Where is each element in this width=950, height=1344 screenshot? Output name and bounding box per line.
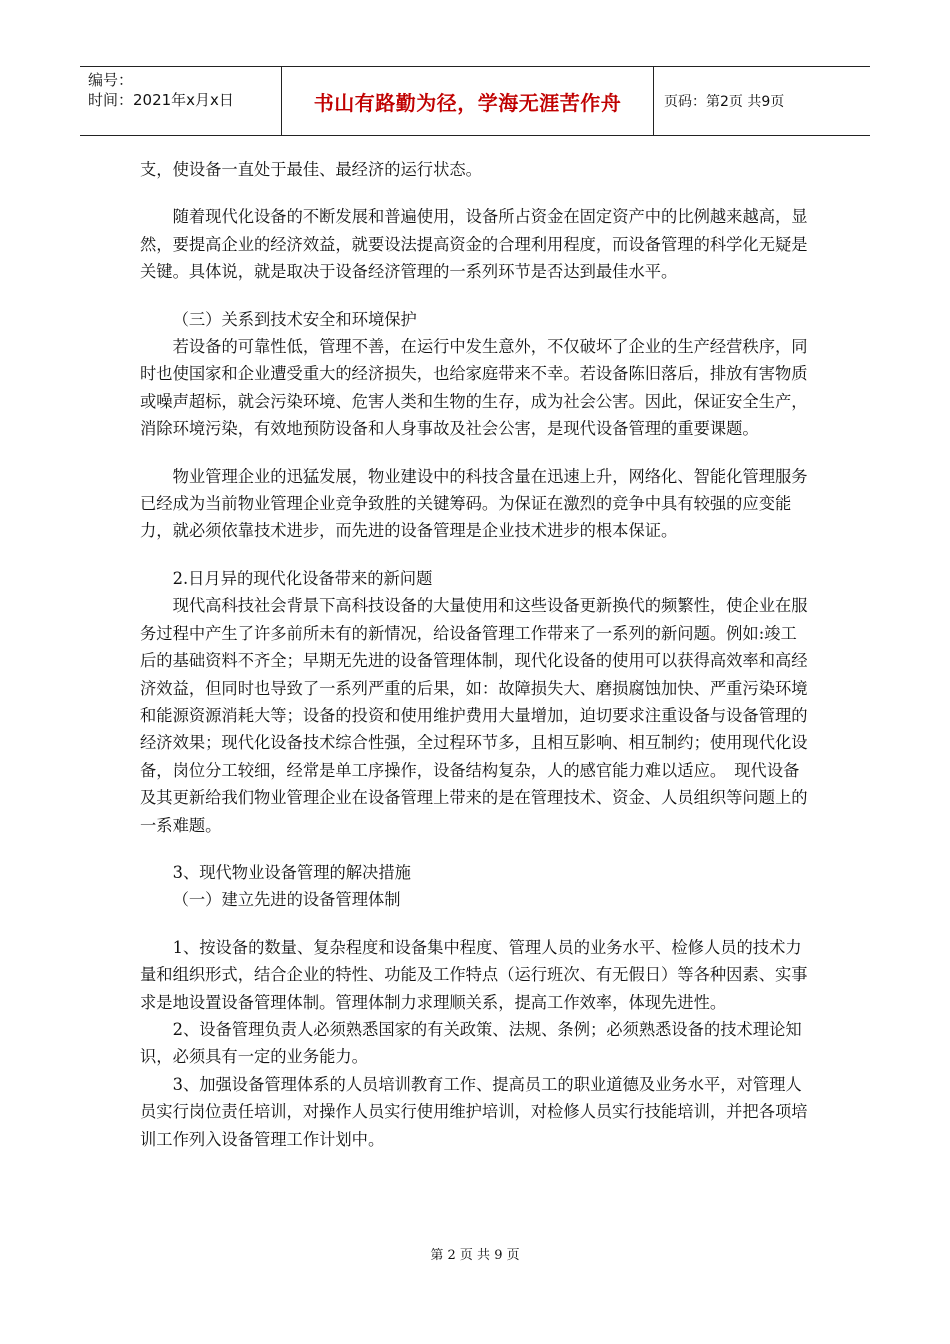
- paragraph: 3、加强设备管理体系的人员培训教育工作、提高员工的职业道德及业务水平，对管理人员实行岗位责任培训，对操作人员实行使用维护培训，对检修人员实行技能培训，并把各项培训工作列入设备管理工作计划中。: [140, 1074, 808, 1149]
- document-time-label: 时间：2021年x月x日: [88, 91, 234, 109]
- paragraph: 支，使设备一直处于最佳、最经济的运行状态。: [140, 160, 482, 179]
- section-heading: 2.日月异的现代化设备带来的新问题: [172, 568, 433, 588]
- paragraph: 1、按设备的数量、复杂程度和设备集中程度、管理人员的业务水平、检修人员的技术力量和组织形式，结合企业的特性、功能及工作特点（运行班次、有无假日）等各种因素、实事求是地设置设备管理体制。管理体制力求理顺关系，提高工作效率，体现先进性。: [140, 937, 808, 1012]
- paragraph: 随着现代化设备的不断发展和普遍使用，设备所占资金在固定资产中的比例越来越高，显然，要提高企业的经济效益，就要设法提高资金的合理利用程度，而设备管理的科学化无疑是关键。具体说，就是取决于设备经济管理的一系列环节是否达到最佳水平。: [140, 207, 808, 282]
- paragraph: 2、设备管理负责人必须熟悉国家的有关政策、法规、条例；必须熟悉设备的技术理论知识，必须具有一定的业务能力。: [140, 1019, 802, 1067]
- header-page-info: 页码：第2页 共9页: [664, 94, 785, 110]
- section-heading: （一）建立先进的设备管理体制: [172, 890, 401, 910]
- paragraph: 物业管理企业的迅猛发展，物业建设中的科技含量在迅速上升，网络化、智能化管理服务已经成为当前物业管理企业竞争致胜的关键筹码。为保证在激烈的竞争中具有较强的应变能力，就必须依靠技术进步，而先进的设备管理是企业技术进步的根本保证。: [140, 466, 808, 541]
- page-footer: 第 2 页 共 9 页: [430, 1248, 520, 1263]
- section-heading: 3、现代物业设备管理的解决措施: [172, 862, 411, 882]
- paragraph: 现代高科技社会背景下高科技设备的大量使用和这些设备更新换代的频繁性，使企业在服务过程中产生了许多前所未有的新情况，给设备管理工作带来了一系列的新问题。例如:竣工后的基础资料不齐全；早期无先进的设备管理体制，现代化设备的使用可以获得高效率和高经济效益，但同时也导致了一系列严重的后果，如：故障损失大、磨损腐蚀加快、严重污染环境和能源资源消耗大等；设备的投资和使用维护费用大量增加，迫切要求注重设备与设备管理的经济效果；现代化设备技术综合性强，全过程环节多，且相互影响、相互制约；使用现代化设备，岗位分工较细，经常是单工序操作，设备结构复杂，人的感官能力难以适应。 现代设备及其更新给我们物业管理企业在设备管理上带来的是在管理技术、资金、人员组织等问题上的一系难题。: [140, 596, 808, 835]
- section-heading: （三）关系到技术安全和环境保护: [172, 309, 417, 329]
- header-motto: 书山有路勤为径，学海无涯苦作舟: [282, 67, 654, 135]
- page-header: [80, 66, 870, 136]
- paragraph: 若设备的可靠性低，管理不善，在运行中发生意外，不仅破坏了企业的生产经营秩序，同时也使国家和企业遭受重大的经济损失，也给家庭带来不幸。若设备陈旧落后，排放有害物质或噪声超标，就会污染环境、危害人类和生物的生存，成为社会公害。因此，保证安全生产，消除环境污染，有效地预防设备和人身事故及社会公害，是现代设备管理的重要课题。: [140, 337, 808, 439]
- document-number-label: 编号：: [88, 71, 134, 89]
- header-meta: [80, 67, 282, 135]
- document-body: [140, 156, 808, 1153]
